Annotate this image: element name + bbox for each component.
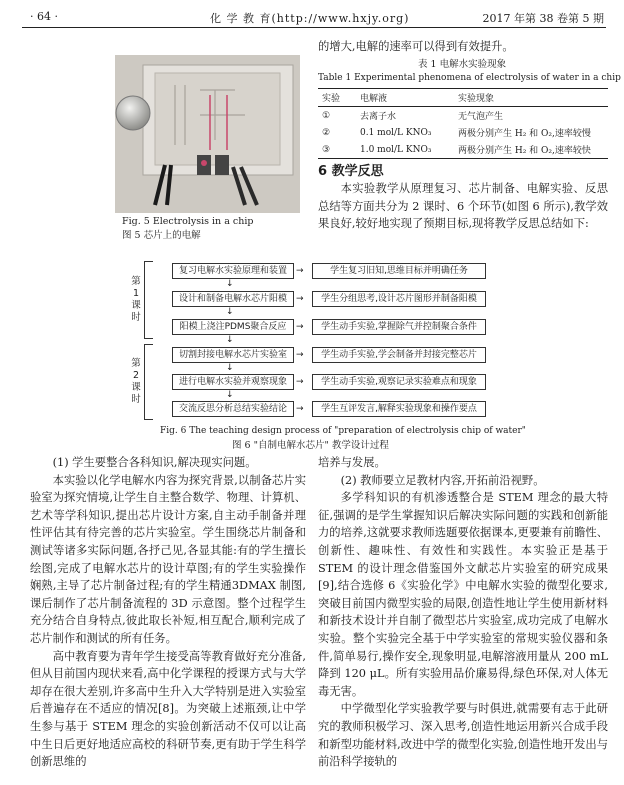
fig5-caption-cn: 图 5 芯片上的电解 — [122, 230, 201, 241]
flow-step-box: 交流反思分析总结实验结论 — [172, 401, 294, 417]
table-cell: 去离子水 — [360, 112, 397, 122]
table-header-row — [318, 89, 608, 107]
col-header: 实验现象 — [458, 94, 495, 104]
right-arrow-icon: → — [296, 294, 304, 304]
table-cell: 两极分别产生 H₂ 和 O₂,速率较快 — [458, 146, 591, 156]
table-cell: ② — [322, 127, 331, 138]
flow-step-box: 阳模上浇注PDMS聚合反应 — [172, 319, 294, 335]
subheading-1: (1) 学生要整合各科知识,解决现实问题。 — [52, 456, 257, 469]
table-row — [318, 141, 608, 159]
down-arrow-icon: ↓ — [226, 363, 234, 373]
table-cell: ① — [322, 110, 331, 121]
flow-activity-box: 学生分组思考,设计芯片图形并制备阳模 — [312, 291, 486, 307]
flow-activity-box: 学生动手实验,掌握除气并控制聚合条件 — [312, 319, 486, 335]
phenomena-table — [318, 88, 608, 159]
issue-info: 2017 年第 38 卷第 5 期 — [482, 12, 604, 25]
fig6-caption-cn: 图 6 "自制电解水芯片" 教学设计过程 — [232, 440, 389, 451]
section6-text: 本实验教学从原理复习、芯片制备、电解实验、反思总结等方面共分为 2 课时、6 个环节(如图 6 所示),教学效果良好,较好地实现了预期目标,现将教学反思总结如下: — [318, 182, 608, 231]
body-paragraph: 中学微型化学实验教学要与时俱进,就需要有志于此研究的教师积极学习、深入思考,创造性地运用新兴合成手段和新型功能材料,改进中学的微型化实验,创造性地开发出与前沿科学接轨的 — [318, 702, 608, 769]
fig5-caption-en: Fig. 5 Electrolysis in a chip — [122, 216, 254, 227]
section-heading: 6 教学反思 — [318, 164, 384, 179]
flow-activity-box: 学生复习旧知,思维目标并明确任务 — [312, 263, 486, 279]
right-arrow-icon: → — [296, 266, 304, 276]
period-label: 第1课时 — [131, 276, 141, 323]
right-intro-text: 的增大,电解的速率可以得到有效提升。 — [318, 40, 514, 53]
flow-activity-box: 学生动手实验,学会制备并封接完整芯片 — [312, 347, 486, 363]
right-arrow-icon: → — [296, 404, 304, 414]
flow-activity-box: 学生互评发言,解释实验现象和操作要点 — [312, 401, 486, 417]
period-brace — [144, 344, 153, 420]
right-arrow-icon: → — [296, 377, 304, 387]
down-arrow-icon: ↓ — [226, 335, 234, 345]
flow-step-box: 进行电解水实验并观察现象 — [172, 374, 294, 390]
page-number: · 64 · — [30, 10, 58, 23]
down-arrow-icon: ↓ — [226, 279, 234, 289]
subheading-2: (2) 教师要立足教材内容,开拓前沿视野。 — [340, 473, 545, 487]
body-paragraph: 多学科知识的有机渗透整合是 STEM 理念的最大特征,强调的是学生掌握知识后解决实际问题的实践和创新能力的培养,这就要求教师选题要依据课本,更要兼有前瞻性、创新性、趣味性、有效性和实践性。本实验正是基于 STEM 的设计理念借鉴国外文献芯片实验室的研究成果[9],结合选修 6《实验化学》中电解水实验的微型化要求,突破目前国内微型实验的局限,创造性地让学生使用新材料和新技术设计并自制了微型芯片实验室,成功完成了电解水实验。整个实验完全基于中学实验室的常规实验仪器和条件,简单易行,操作安全,现象明显,电解溶液用量从 200 mL 降到 120 μL。所有实验用品价廉易得,绿色环保,对人体无毒无害。 — [318, 491, 608, 698]
table-cell: 两极分别产生 H₂ 和 O₂,速率较慢 — [458, 129, 591, 139]
table-cell: 1.0 mol/L KNO₃ — [360, 144, 432, 155]
electrolysis-chip-photo — [115, 55, 300, 213]
col-header: 电解液 — [360, 94, 388, 104]
table-row — [318, 107, 608, 125]
left-column — [30, 454, 306, 771]
right-arrow-icon: → — [296, 350, 304, 360]
table-cell: 无气泡产生 — [458, 112, 504, 122]
body-paragraph: 高中教育要为青年学生接受高等教育做好充分准备,但从目前国内现状来看,高中化学课程的授课方式与大学却存在很大差别,许多高中生升入大学特别是进入实验室后普遍存在不适应的情况[8]。为突破上述瓶颈,让中学生参与基于 STEM 理念的实验创新活动不仅可以让高中生日后更好地适应高校的科研节奏,更有助于学生科学创新思维的 — [30, 649, 306, 769]
table-row — [318, 124, 608, 141]
table1-title-cn: 表 1 电解水实验现象 — [418, 59, 507, 70]
down-arrow-icon: ↓ — [226, 307, 234, 317]
right-arrow-icon: → — [296, 322, 304, 332]
fig6-caption-en: Fig. 6 The teaching design process of "preparation of electrolysis chip of water" — [160, 426, 526, 436]
table-cell: 0.1 mol/L KNO₃ — [360, 127, 432, 138]
down-arrow-icon: ↓ — [226, 390, 234, 400]
teaching-flowchart — [130, 258, 490, 418]
header-rule — [22, 27, 606, 28]
table-cell: ③ — [322, 144, 331, 155]
journal-name: 化 学 教 育(http://www.hxjy.org) — [210, 12, 410, 25]
flow-step-box: 设计和制备电解水芯片阳模 — [172, 291, 294, 307]
right-column — [318, 454, 608, 771]
body-paragraph: 本实验以化学电解水内容为探究背景,以制备芯片实验室为探究情境,让学生自主整合数学、物理、计算机、艺术等学科知识,提出芯片设计方案,自主动手制备并理性评估其有待完善的芯片实验室。学生围绕芯片制备和测试等诸多实际问题,各抒己见,各显其能:有的学生擅长绘图,完成了电解水芯片的设计草图;有的学生实验操作娴熟,主导了芯片制备过程;有的学生精通3DMAX 制图,课后制作了芯片制备流程的 3D 示意图。整个过程学生充分结合自身特点,彼此取长补短,相互配合,顺利完成了芯片制作和测试的所有任务。 — [30, 473, 306, 645]
flow-step-box: 复习电解水实验原理和装置 — [172, 263, 294, 279]
body-paragraph: 培养与发展。 — [318, 456, 386, 469]
period-brace — [144, 261, 153, 339]
col-header: 实验 — [322, 94, 341, 104]
period-label: 第2课时 — [131, 358, 141, 405]
table1-title-en: Table 1 Experimental phenomena of electrolysis of water in a chip — [318, 73, 621, 83]
flow-step-box: 切割封接电解水芯片实验室 — [172, 347, 294, 363]
flow-activity-box: 学生动手实验,观察记录实验难点和现象 — [312, 374, 486, 390]
